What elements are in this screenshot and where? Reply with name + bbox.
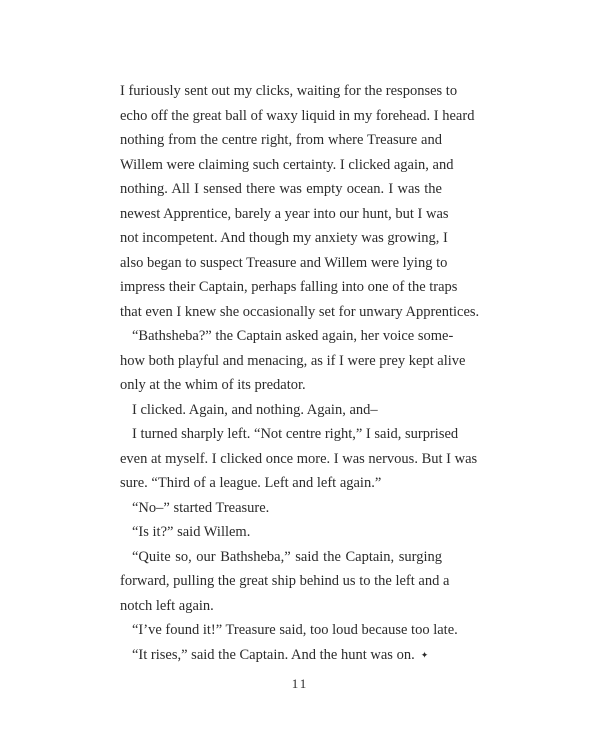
text-line: impress their Captain, perhaps falling into one of the traps (120, 279, 458, 295)
text-line: “Quite so, our Bathsheba,” said the Captain, surging (132, 548, 442, 565)
text-line: sure. “Third of a league. Left and left again.” (120, 475, 382, 491)
body-text (120, 79, 480, 667)
text-line: I furiously sent out my clicks, waiting for the responses to (120, 83, 458, 99)
text-line: nothing. All I sensed there was empty ocean. I was the (120, 181, 442, 197)
text-line: how both playful and menacing, as if I were prey kept alive (120, 352, 466, 369)
text-line: “No–” started Treasure. (132, 499, 270, 516)
text-line: only at the whim of its predator. (120, 377, 306, 393)
text-line: “Bathsheba?” the Captain asked again, her voice some- (132, 328, 454, 344)
last-line-text: “It rises,” said the Captain. And the hunt was on. (132, 646, 415, 663)
text-line: “I’ve found it!” Treasure said, too loud because too late. (132, 622, 458, 638)
text-line: Willem were claiming such certainty. I clicked again, and (120, 156, 454, 173)
text-line: newest Apprentice, barely a year into our hunt, but I was (120, 205, 449, 222)
text-line: notch left again. (120, 597, 214, 614)
section-end-ornament-icon: ✦ (420, 650, 429, 661)
text-line: that even I knew she occasionally set for unwary Apprentices. (120, 303, 480, 320)
text-line: echo off the great ball of waxy liquid in my forehead. I heard (120, 107, 475, 124)
text-line: I turned sharply left. “Not centre right,” I said, surprised (132, 426, 459, 442)
text-line: “Is it?” said Willem. (132, 524, 251, 540)
page-number: 11 (291, 676, 309, 691)
text-line: nothing from the centre right, from where Treasure and (120, 132, 442, 148)
text-line: also began to suspect Treasure and Willem were lying to (120, 254, 448, 271)
text-line: I clicked. Again, and nothing. Again, and– (132, 401, 378, 418)
text-line (120, 643, 442, 668)
text-line: not incompetent. And though my anxiety was growing, I (120, 230, 448, 246)
text-line: forward, pulling the great ship behind us to the left and a (120, 573, 450, 589)
text-line: even at myself. I clicked once more. I was nervous. But I was (120, 450, 478, 467)
